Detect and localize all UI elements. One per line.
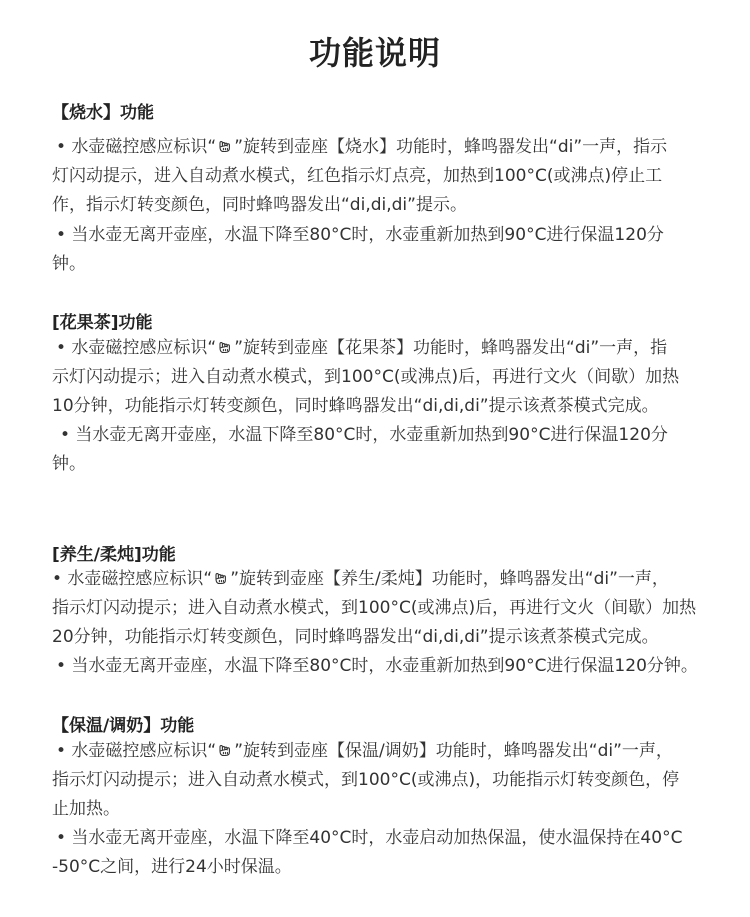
section-boil-line: 灯闪动提示，进入自动煮水模式，红色指示灯点亮，加热到100°C(或沸点)停止工	[52, 166, 663, 186]
section-boil-line: 钟。	[52, 254, 86, 274]
section-keep-warm-line: -50°C之间，进行24小时保温。	[52, 857, 292, 877]
line-text: ”旋转到壶座【保温/调奶】功能时，蜂鸣器发出“di”一声，	[234, 741, 673, 761]
section-heading-health-stew: [养生/柔炖]功能	[52, 545, 176, 565]
section-keep-warm-line: 指示灯闪动提示；进入自动煮水模式，到100°C(或沸点)，功能指示灯转变颜色，停	[52, 770, 680, 790]
section-flower-tea-line: 钟。	[52, 454, 86, 474]
section-flower-tea-line: 示灯闪动提示；进入自动煮水模式，到100°C(或沸点)后，再进行文火（间歇）加热	[52, 367, 680, 387]
section-boil-line: 作，指示灯转变颜色，同时蜂鸣器发出“di,di,di”提示。	[52, 195, 467, 215]
section-boil-line: • 当水壶无离开壶座，水温下降至80°C时，水壶重新加热到90°C进行保温120分	[56, 225, 664, 245]
section-keep-warm-line: 止加热。	[52, 799, 120, 819]
section-health-stew-line: 20分钟，功能指示灯转变颜色，同时蜂鸣器发出“di,di,di”提示该煮茶模式完成。	[52, 627, 659, 647]
section-heading-flower-tea: [花果茶]功能	[52, 313, 153, 333]
pointing-hand-icon	[217, 742, 233, 758]
section-heading-keep-warm: 【保温/调奶】功能	[52, 716, 195, 736]
section-keep-warm-line: • 当水壶无离开壶座，水温下降至40°C时，水壶启动加热保温，使水温保持在40°C	[56, 828, 683, 848]
section-boil-line	[56, 137, 667, 157]
line-text: ”旋转到壶座【花果茶】功能时，蜂鸣器发出“di”一声，指	[234, 338, 668, 358]
line-text: • 水壶磁控感应标识“	[56, 741, 217, 761]
pointing-hand-icon	[217, 138, 233, 154]
section-flower-tea-line	[56, 338, 667, 358]
section-flower-tea-line: 10分钟，功能指示灯转变颜色，同时蜂鸣器发出“di,di,di”提示该煮茶模式完成。	[52, 396, 659, 416]
section-flower-tea-line: • 当水壶无离开壶座，水温下降至80°C时，水壶重新加热到90°C进行保温120分	[60, 425, 668, 445]
section-health-stew-line: • 当水壶无离开壶座，水温下降至80°C时，水壶重新加热到90°C进行保温120分钟。	[56, 656, 698, 676]
line-text: ”旋转到壶座【养生/柔炖】功能时，蜂鸣器发出“di”一声，	[230, 569, 669, 589]
pointing-hand-icon	[213, 570, 229, 586]
line-text: ”旋转到壶座【烧水】功能时，蜂鸣器发出“di”一声，指示	[234, 137, 668, 157]
section-health-stew-line: 指示灯闪动提示；进入自动煮水模式，到100°C(或沸点)后，再进行文火（间歇）加热	[52, 598, 697, 618]
line-text: • 水壶磁控感应标识“	[52, 569, 213, 589]
page-title: 功能说明	[308, 34, 441, 72]
line-text: • 水壶磁控感应标识“	[56, 338, 217, 358]
line-text: • 水壶磁控感应标识“	[56, 137, 217, 157]
section-keep-warm-line	[56, 741, 673, 761]
section-heading-boil: 【烧水】功能	[52, 103, 154, 123]
section-health-stew-line	[52, 569, 669, 589]
pointing-hand-icon	[217, 339, 233, 355]
